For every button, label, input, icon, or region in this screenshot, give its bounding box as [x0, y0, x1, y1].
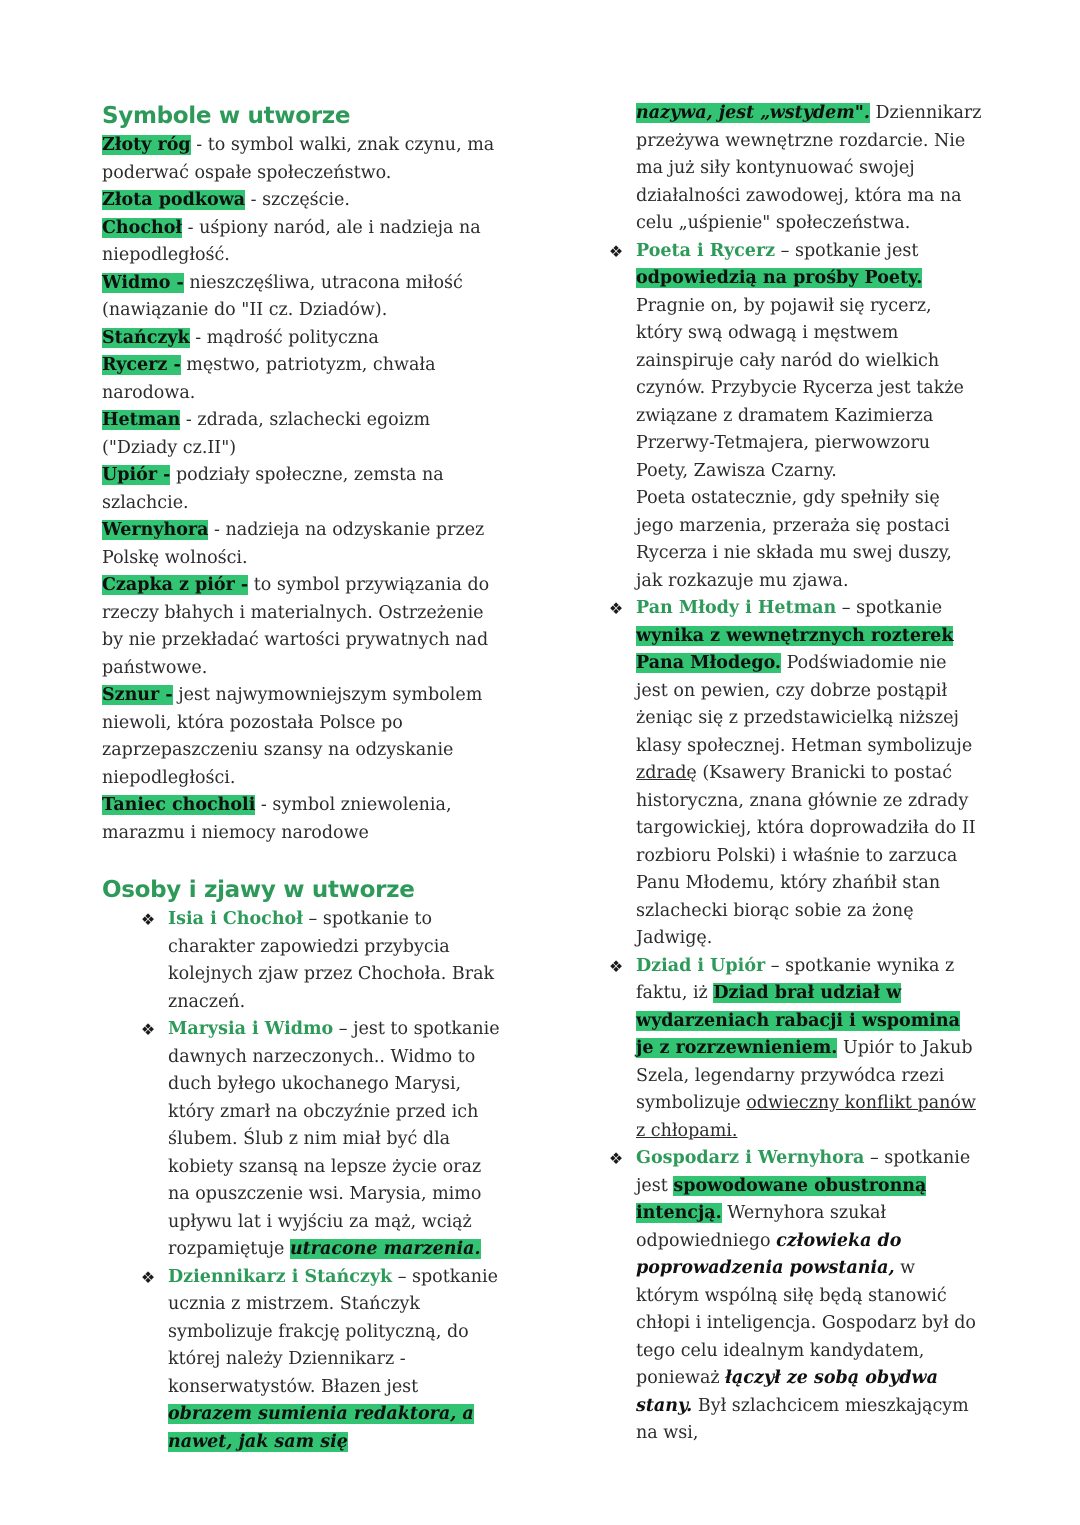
people-heading: Osoby i zjawy w utworze	[102, 877, 415, 903]
symbol-description: to symbol przywiązania do rzeczy błahych i materialnych. Ostrzeżenie by nie przekładać wartości prywatnych nad państwowe.	[102, 575, 490, 678]
people-entry: ❖ Dziennikarz i Stańczyk – spotkanie ucznia z mistrzem. Stańczyk symbolizuje frakcję polityczną, do której należy Dziennikarz - konserwatystów. Błazen jest obrazem sumienia redaktora, a nawet, jak sam się	[138, 1264, 502, 1457]
symbol-term: Hetman	[102, 410, 181, 430]
symbol-description: nieszczęśliwa, utracona miłość (nawiązanie do "II cz. Dziadów).	[102, 272, 463, 320]
people-list	[102, 906, 502, 1456]
pair-name: Isia i Chochoł	[168, 909, 303, 929]
underlined-text: zdradę	[636, 763, 697, 783]
pair-name: Dziad i Upiór	[636, 955, 766, 976]
symbol-description: szczęście.	[262, 190, 350, 210]
symbol-entry: Hetman - zdrada, szlachecki egoizm ("Dziady cz.II")	[102, 410, 431, 458]
people-entry: ❖ Pan Młody i Hetman – spotkanie wynika z wewnętrznych rozterek Pana Młodego. Podświadomie nie jest on pewien, czy dobrze postąpił żeniąc się z przedstawicielką niższej klasy społecznej. Hetman symbolizuje zdradę (Ksawery Branicki to postać historyczna, znana głównie ze zdrady targowickiej, która doprowadziła do II rozbioru Polski) i właśnie to zarzuca Panu Młodemu, który zhańbił stan szlachecki biorąc sobie za żonę Jadwigę.	[606, 595, 982, 953]
symbol-term: Taniec chocholi	[102, 795, 256, 815]
symbol-term: Rycerz -	[102, 355, 181, 375]
symbols-heading: Symbole w utworze	[102, 103, 351, 129]
people-entry: ❖ Poeta i Rycerz – spotkanie jest odpowiedzią na prośby Poety. Pragnie on, by pojawił się rycerz, który swą odwagą i męstwem zainspiruje cały naród do wielkich czynów. Przybycie Rycerza jest także związane z dramatem Kazimierza Przerwy-Tetmajera, pierwowzoru Poety, Zawisza Czarny. Poeta ostatecznie, gdy spełniły się jego marzenia, przeraża się postaci Rycerza i nie składa mu swej duszy, jak rozkazuje mu zjawa.	[606, 238, 982, 596]
people-list-continued	[606, 238, 982, 1448]
left-column	[102, 100, 502, 1456]
bold-italic-text: łączył ze sobą obydwa stany.	[636, 1368, 938, 1416]
symbol-description: symbol zniewolenia, marazmu i niemocy narodowe	[102, 795, 452, 843]
highlight: spowodowane obustronną intencją.	[636, 1175, 927, 1223]
highlight: obrazem sumienia redaktora, a nawet, jak sam się	[168, 1404, 474, 1452]
underlined-text: odwieczny konflikt panów z chłopami.	[636, 1093, 976, 1141]
symbol-entry	[102, 682, 502, 792]
diamond-bullet-icon: ❖	[140, 910, 156, 929]
highlight: odpowiedzią na prośby Poety.	[636, 268, 923, 288]
symbol-entry: Chochoł - uśpiony naród, ale i nadzieja na niepodległość.	[102, 217, 481, 265]
symbol-description: jest najwymowniejszym symbolem niewoli, która pozostała Polsce po zaprzepaszczeniu szansy na odzyskanie niepodległości.	[102, 685, 483, 788]
symbol-term: Stańczyk	[102, 327, 190, 348]
diamond-bullet-icon: ❖	[608, 956, 624, 976]
symbol-entry: Stańczyk - mądrość polityczna	[102, 327, 379, 348]
symbol-term: Złota podkowa	[102, 190, 246, 210]
symbol-entry: Złoty róg - to symbol walki, znak czynu, ma poderwać ospałe społeczeństwo.	[102, 135, 495, 183]
symbol-term: Wernyhora	[102, 520, 209, 540]
pair-name: Marysia i Widmo	[168, 1019, 334, 1039]
symbol-term: Chochoł	[102, 217, 183, 238]
people-entry: ❖ Dziad i Upiór – spotkanie wynika z faktu, iż Dziad brał udział w wydarzeniach rabacji i wspomina je z rozrzewnieniem. Upiór to Jakub Szela, legendarny przywódca rzezi symbolizuje odwieczny konflikt panów z chłopami.	[606, 953, 982, 1146]
symbol-description: podziały społeczne, zemsta na szlachcie.	[102, 465, 444, 513]
highlight: utracone marzenia.	[289, 1239, 481, 1259]
right-column	[606, 100, 982, 1448]
diamond-bullet-icon: ❖	[140, 1267, 156, 1287]
symbol-term: Widmo -	[102, 272, 184, 293]
symbol-entry: Wernyhora - nadzieja na odzyskanie przez Polskę wolności.	[102, 520, 485, 568]
symbol-description: nadzieja na odzyskanie przez Polskę wolności.	[102, 520, 485, 568]
symbol-description: męstwo, patriotyzm, chwała narodowa.	[102, 355, 436, 403]
symbol-entry: Taniec chocholi - symbol zniewolenia, marazmu i niemocy narodowe	[102, 795, 452, 843]
symbol-description: mądrość polityczna	[206, 327, 379, 348]
pair-name: Poeta i Rycerz	[636, 240, 776, 261]
highlight: nazywa, jest „wstydem".	[636, 103, 870, 123]
pair-name: Pan Młody i Hetman	[636, 598, 837, 618]
continued-paragraph: nazywa, jest „wstydem". Dziennikarz przeżywa wewnętrzne rozdarcie. Nie ma już siły kontynuować swojej działalności zawodowej, która ma na celu „uśpienie" społeczeństwa.	[636, 103, 982, 233]
diamond-bullet-icon: ❖	[608, 1149, 624, 1168]
people-entry: ❖ Marysia i Widmo – jest to spotkanie dawnych narzeczonych.. Widmo to duch byłego ukochanego Marysi, który zmarł na obczyźnie przed ich ślubem. Ślub z nim miał być dla kobiety szansą na lepsze życie oraz na opuszczenie wsi. Marysia, mimo upływu lat i wyjściu za mąż, wciąż rozpamiętuje utracone marzenia.	[138, 1016, 502, 1264]
highlight: wynika z wewnętrznych rozterek Pana Młodego.	[636, 625, 954, 673]
diamond-bullet-icon: ❖	[140, 1020, 156, 1039]
people-entry: ❖ Isia i Chochoł – spotkanie to charakter zapowiedzi przybycia kolejnych zjaw przez Chochoła. Brak znaczeń.	[138, 906, 502, 1016]
pair-name: Dziennikarz i Stańczyk	[168, 1266, 393, 1287]
symbol-description: zdrada, szlachecki egoizm ("Dziady cz.II")	[102, 410, 431, 458]
bold-italic-text: człowieka do poprowadzenia powstania,	[636, 1230, 902, 1278]
symbol-term: Złoty róg	[102, 135, 191, 155]
symbol-entry	[102, 270, 502, 325]
symbol-entry: Złota podkowa - szczęście.	[102, 190, 350, 210]
symbol-entry	[102, 352, 502, 407]
diamond-bullet-icon: ❖	[608, 241, 624, 261]
people-entry: ❖ Gospodarz i Wernyhora – spotkanie jest spowodowane obustronną intencją. Wernyhora szukał odpowiedniego człowieka do poprowadzenia powstania, w którym wspólną siłę będą stanowić chłopi i inteligencja. Gospodarz był do tego celu idealnym kandydatem, ponieważ łączył ze sobą obydwa stany. Był szlachcicem mieszkającym na wsi,	[606, 1145, 982, 1448]
symbol-term: Upiór -	[102, 465, 171, 485]
symbol-term: Sznur -	[102, 685, 173, 705]
symbol-description: to symbol walki, znak czynu, ma poderwać ospałe społeczeństwo.	[102, 135, 495, 183]
symbol-entry	[102, 462, 502, 517]
pair-name: Gospodarz i Wernyhora	[636, 1148, 865, 1168]
highlight: Dziad brał udział w wydarzeniach rabacji i wspomina je z rozrzewnieniem.	[636, 983, 960, 1058]
symbols-list	[102, 132, 502, 847]
diamond-bullet-icon: ❖	[608, 599, 624, 618]
symbol-entry	[102, 572, 502, 682]
symbol-term: Czapka z piór -	[102, 575, 249, 595]
symbol-description: uśpiony naród, ale i nadzieja na niepodległość.	[102, 217, 481, 265]
